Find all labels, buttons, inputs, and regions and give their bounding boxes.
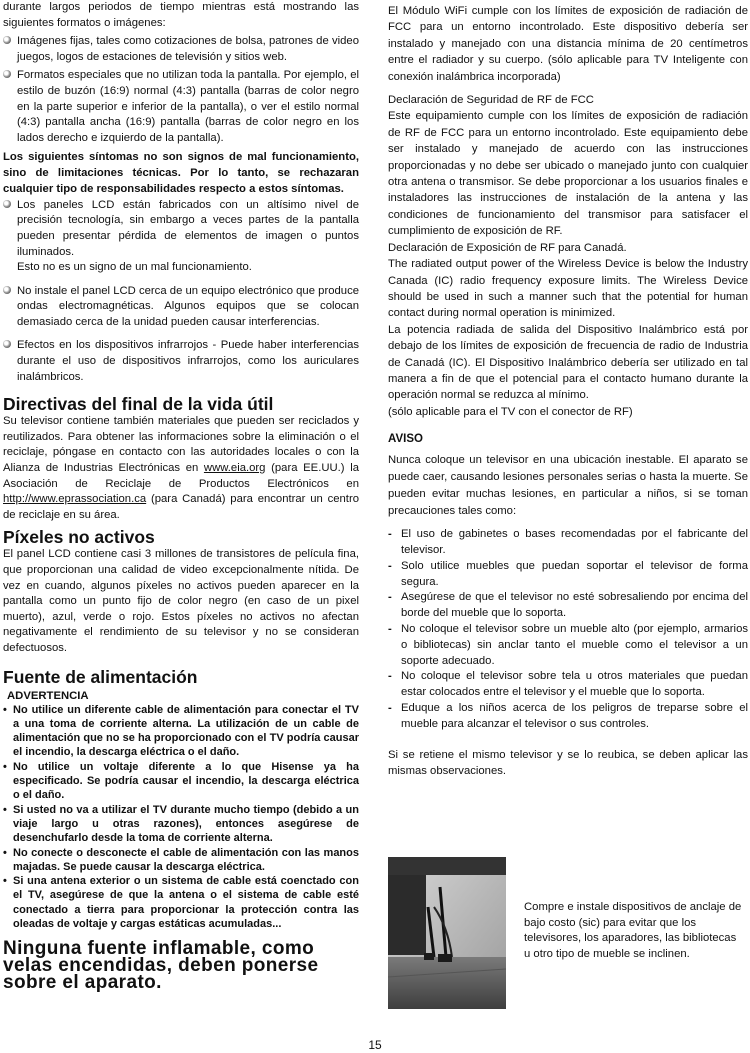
list-item: • No conecte o desconecte el cable de alimentación con las manos majadas. Se puede causar la descarga eléctrica. xyxy=(3,846,359,873)
list-item: Formatos especiales que no utilizan toda la pantalla. Por ejemplo, el estilo de buzón (16:9) normal (4:3) pantalla (barras de color negro en la parte superior e inferior de la pantalla), o ver el estilo normal (4:3) pantalla ancha (16:9) pantalla (barras de color negro en los lados derecho e izquierdo de la pantalla). xyxy=(3,68,359,146)
heading-power-supply: Fuente de alimentación xyxy=(3,666,198,687)
eol-text: Su televisor contiene también materiales que pueden ser reciclados y reutilizados. Para obtener las informaciones sobre la eliminación o el reciclaje, póngase en contacto con las autoridades locales o con la Alianza de Industrias Electrónicas en www.eia.org (para EE.UU.) la Asociación de Reciclaje de Productos Electrónicos en http://www.eprassociation.ca (para Canadá) para encontrar un centro de reciclaje en su área. xyxy=(3,415,359,521)
canada-title: Declaración de Exposición de RF para Canadá. xyxy=(388,241,627,254)
retain-text: Si se retiene el mismo televisor y se lo reubica, se deben aplicar las mismas observaciones. xyxy=(388,748,748,777)
aviso-title: AVISO xyxy=(388,433,423,446)
bullet-icon xyxy=(3,70,11,78)
list-item: - El uso de gabinetes o bases recomendadas por el fabricante del televisor. xyxy=(388,528,748,556)
bullet-icon xyxy=(3,200,11,208)
list-item: • No utilice un diferente cable de alimentación para conectar el TV a una toma de corriente alterna. La utilización de un cable de alimentación que no se ha proporcionado con el TV podría causar el incendio, la descarga eléctrica o el daño. xyxy=(3,703,359,759)
epra-link[interactable]: http://www.eprassociation.ca xyxy=(3,493,147,506)
heading-inactive-pixels: Píxeles no activos xyxy=(3,527,155,548)
canada-note: (sólo aplicable para el TV con el conector de RF) xyxy=(388,405,633,418)
list-item: - No coloque el televisor sobre tela u otros materiales que puedan estar colocados entre el televisor y el mueble que lo soporta. xyxy=(388,670,748,699)
bullet-icon xyxy=(3,286,11,294)
wifi-text: El Módulo WiFi cumple con los límites de exposición de radiación de FCC para un entorno incontrolado. Este dispositivo debería ser instalado y manejado con una distancia mínima de 20 centímetros entre el radiador y su cuerpo. (sólo aplicable para TV Inteligente con conexión inalámbrica incorporada) xyxy=(388,5,748,83)
warning-title: ADVERTENCIA xyxy=(7,689,89,702)
symptoms-note: Los siguientes síntomas no son signos de mal funcionamiento, sino de limitaciones técnicas. Por lo tanto, se rechazaran cualquier tipo de responsabilidades respecto a estos síntomas. xyxy=(3,151,359,195)
bullet-list-symptoms xyxy=(3,198,359,386)
bullet-icon xyxy=(3,36,11,44)
right-column xyxy=(388,0,748,960)
bullet-icon xyxy=(3,340,11,348)
aviso-text: Nunca coloque un televisor en una ubicación inestable. El aparato se puede caer, causando lesiones personales serias o hasta la muerte. Se pueden evitar muchas lesiones, en particular a niños, si se toman precauciones tales como: xyxy=(388,454,748,518)
anchor-photo xyxy=(388,857,506,1009)
intro-text: durante largos periodos de tiempo mientras está mostrando las siguientes formatos o imágenes: xyxy=(3,1,359,29)
canada-spanish: La potencia radiada de salida del Dispositivo Inalámbrico está por debajo de los límites de exposición de frecuencia de radio de Industria de Canadá (IC). El Dispositivo Inalámbrico debería ser utilizado en tal manera a fin de que el potencial para el contacto humano durante la operación normal se reduzca al mínimo. xyxy=(388,323,748,402)
list-item: Efectos en los dispositivos infrarrojos - Puede haber interferencias durante el uso de dispositivos infrarrojos, como los auriculares inalámbricos. xyxy=(3,338,359,385)
page-number: 15 xyxy=(368,1038,382,1052)
fcc-title: Declaración de Seguridad de RF de FCC xyxy=(388,94,594,107)
list-item: • Si usted no va a utilizar el TV durante mucho tiempo (debido a un viaje largo u otras razones), entonces asegúrese de desenchufarlo desde la toma de corriente alterna. xyxy=(3,803,359,845)
precautions-list xyxy=(388,527,748,732)
list-item: Los paneles LCD están fabricados con un altísimo nivel de precisión tecnología, sin embargo a veces partes de la pantalla pueden presentar pérdida de elementos de imagen o puntos iluminados. Esto no es un signo de un mal funcionamiento. xyxy=(3,198,359,276)
warning-list xyxy=(3,703,359,932)
fcc-text: Este equipamiento cumple con los límites de exposición de radiación de RF de FCC para un entorno incontrolado. Este equipamiento debe ser instalado y manejado de acuerdo con las instrucciones proporcionadas y no debe ser ubicado o manejado junto con cualquier otra antena o transmisor. Se debe proporcionar a los usuarios finales e instaladores las instrucciones de instalación de la antena y las condiciones de funcionamiento del transmisor para satisfacer el cumplimiento de exposición de RF. xyxy=(388,110,748,238)
eia-link[interactable]: www.eia.org xyxy=(203,462,266,475)
list-item: • No utilice un voltaje diferente a lo que Hisense ya ha especificado. Se podría causar el incendio, la descarga eléctrica o el daño. xyxy=(3,760,359,802)
anchor-caption: Compre e instale dispositivos de anclaje de bajo costo (sic) para evitar que los televisores, los aparadores, las bibliotecas u otro tipo de mueble se inclinen. xyxy=(524,901,742,960)
heading-end-of-life: Directivas del final de la vida útil xyxy=(3,394,274,415)
list-item: - No coloque el televisor sobre un mueble alto (por ejemplo, armarios o bibliotecas) sin anclar tanto el mueble como el televisor a un soporte adecuado. xyxy=(388,622,748,667)
pixels-text: El panel LCD contiene casi 3 millones de transistores de película fina, que proporcionan una calidad de video excepcionalmente nítida. De vez en cuando, algunos píxeles no activos pueden aparecer en la pantalla como un punto fijo de color negro (en caso de un pixel muerto), azul, verde o rojo. Estos píxeles no activos no afectan negativamente el rendimiento de su televisor y no se consideran defectuosos. xyxy=(3,548,359,654)
list-item: No instale el panel LCD cerca de un equipo electrónico que produce ondas electromagnéticas. Algunos equipos que se colocan demasiado cerca de la unidad pueden causar interferencias. xyxy=(3,284,359,331)
heading-no-flame: Ninguna fuente inflamable, como velas encendidas, deben ponerse sobre el aparato. xyxy=(3,938,319,994)
list-item: • Si una antena exterior o un sistema de cable está coenctado con el TV, asegúrese de que la antena o el sistema de cable esté conectado a tierra para proporcionar la protección contra las oleadas de voltaje y cargas estáticas acumuladas... xyxy=(3,875,359,931)
bullet-list-formats xyxy=(3,34,359,146)
canada-english: The radiated output power of the Wireless Device is below the Industry Canada (IC) radio frequency exposure limits. The Wireless Device should be used in such a manner such that the potential for human contact during normal operation is minimized. xyxy=(388,258,748,320)
list-item: Imágenes fijas, tales como cotizaciones de bolsa, patrones de video juegos, logos de estaciones de televisión y sitios web. xyxy=(3,34,359,65)
left-column xyxy=(3,0,359,994)
list-item: - Asegúrese de que el televisor no esté sobresaliendo por encima del borde del mueble que lo soporta. xyxy=(388,591,748,620)
list-item: - Solo utilice muebles que puedan soportar el televisor de forma segura. xyxy=(388,559,748,588)
list-item: - Eduque a los niños acerca de los peligros de treparse sobre el mueble para alcanzar el televisor o sus controles. xyxy=(388,701,748,730)
